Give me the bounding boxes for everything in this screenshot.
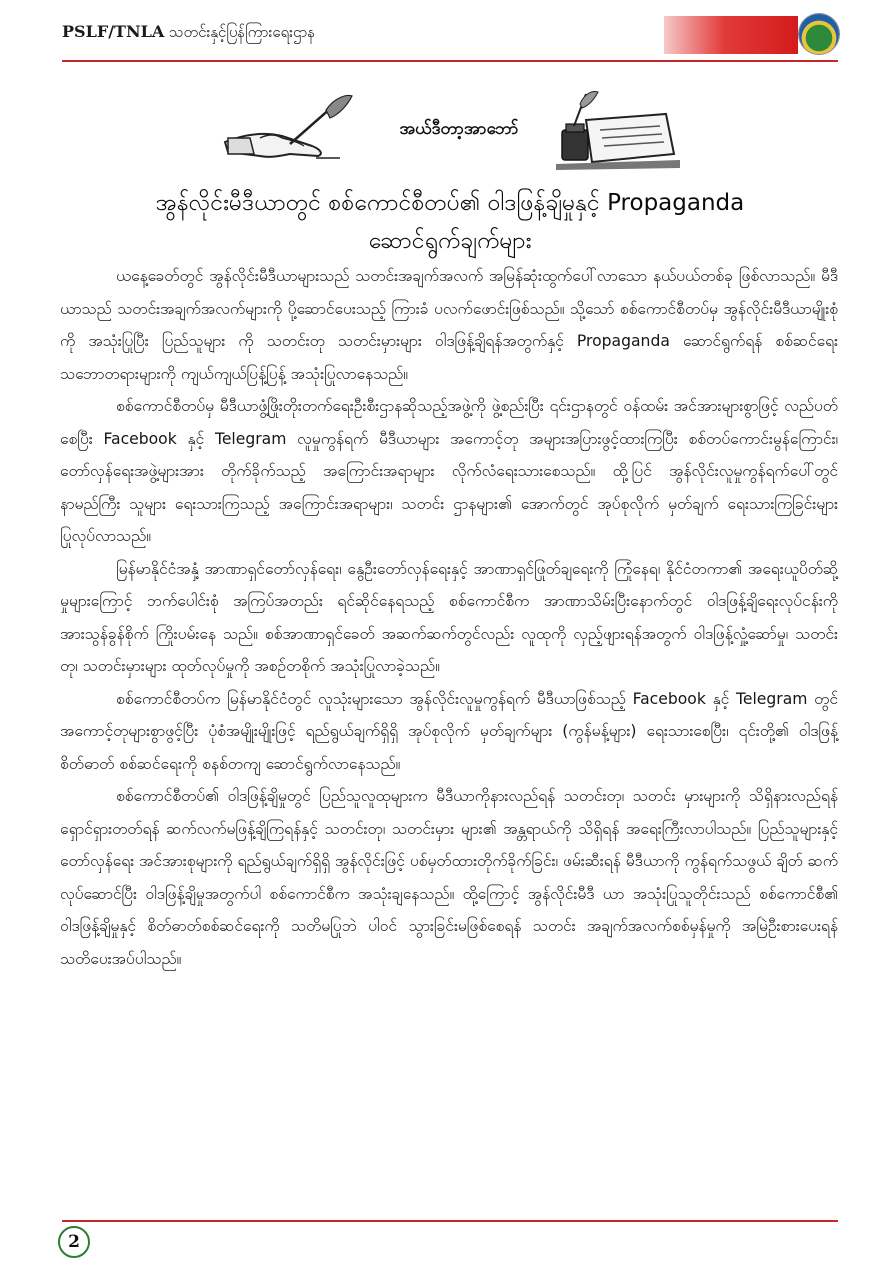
tnla-emblem-icon xyxy=(799,14,839,54)
editorial-banner xyxy=(212,90,682,170)
editorial-label: အယ်ဒီတာ့အာဘော် xyxy=(399,119,519,139)
paragraph-2: စစ်ကောင်စီတပ်မှ မီဒီယာဖွံ့ဖြိုးတိုးတက်ရေးဦးစီးဌာနဆိုသည့်အဖွဲ့ကို ဖွဲ့စည်းပြီး ၎င်းဌာနတွင် ဝန်ထမ်း အင်အားများစွာဖြင့် လည်ပတ်စေပြီး Facebook နှင့် Telegram လူမှုကွန်ရက် မီဒီယာများ အကောင့်တု အများအပြားဖွင့်ထားကြပြီး စစ်တပ်ကောင်းမွန်ကြောင်း၊ တော်လှန်ရေးအဖွဲ့များအား တိုက်ခိုက်သည့် အကြောင်းအရာများ လိုက်လံရေးသားစေသည်။ ထို့ပြင် အွန်လိုင်းလူမှုကွန်ရက်ပေါ်တွင် နာမည်ကြီး သူများ ရေးသားကြသည့် အကြောင်းအရာများ၊ သတင်း ဌာနများ၏ အောက်တွင် အုပ်စုလိုက် မှတ်ချက် ရေးသားကြခြင်းများ ပြုလုပ်လာသည်။ xyxy=(60,397,838,545)
article-body xyxy=(60,260,838,975)
paragraph-3: မြန်မာနိုင်ငံအနှံ့ အာဏာရှင်တော်လှန်ရေး၊ နွေဦးတော်လှန်ရေးနှင့် အာဏာရှင်ဖြုတ်ချရေးကို ကြုံနေရ၊ နိုင်ငံတကာ၏ အရေးယူပိတ်ဆို့မှုများကြောင့် ဘက်ပေါင်းစုံ အကြပ်အတည်း ရင်ဆိုင်နေရသည့် စစ်ကောင်စီက အာဏာသိမ်းပြီးနောက်တွင် ဝါဒဖြန့်ချိရေးလုပ်ငန်းကို အားသွန်ခွန်စိုက် ကြိုးပမ်းနေ သည်။ စစ်အာဏာရှင်ခေတ် အဆက်ဆက်တွင်လည်း လူထုကို လှည့်ဖျားရန်အတွက် ဝါဒဖြန့်လှုံ့ဆော်မှု၊ သတင်းတု၊ သတင်းမှားများ ထုတ်လုပ်မှုကို အစဉ်တစိုက် အသုံးပြုလာခဲ့သည်။ xyxy=(60,559,838,675)
page-header xyxy=(0,0,896,62)
header-org: PSLF/TNLA xyxy=(62,22,165,41)
paragraph-5: စစ်ကောင်စီတပ်၏ ဝါဒဖြန့်ချိမှုတွင် ပြည်သူလူထုများက မီဒီယာကိုနားလည်ရန် သတင်းတု၊ သတင်း မှားများကို သိရှိနားလည်ရန် ရှောင်ရှားတတ်ရန် ဆက်လက်မဖြန့်ချိကြရန်နှင့် သတင်းတု၊ သတင်းမှား များ၏ အန္တရာယ်ကို သိရှိရန် အရေးကြီးလာပါသည်။ ပြည်သူများနှင့် တော်လှန်ရေး အင်အားစုများကို ရည်ရွယ်ချက်ရှိရှိ အွန်လိုင်းဖြင့် ပစ်မှတ်ထားတိုက်ခိုက်ခြင်း၊ ဖမ်းဆီးရန် မီဒီယာကို ကွန်ရက်သဖွယ် ချိတ် ဆက်လုပ်ဆောင်ပြီး ဝါဒဖြန့်ချိမှုအတွက်ပါ စစ်ကောင်စီက အသုံးချနေသည်။ ထို့ကြောင့် အွန်လိုင်းမီဒီ ယာ အသုံးပြုသူတိုင်းသည် စစ်ကောင်စီ၏ ဝါဒဖြန့်ချိမှုနှင့် စိတ်ဓာတ်စစ်ဆင်ရေးကို သတိမပြုဘဲ ပါဝင် သွားခြင်းမဖြစ်စေရန် သတင်း အချက်အလက်စစ်မှန်မှုကို အမြဲဦးစားပေးရန် သတိပေးအပ်ပါသည်။ xyxy=(60,787,838,968)
quill-hand-icon xyxy=(220,94,360,164)
article-title xyxy=(60,184,840,260)
ink-pot-and-paper-icon xyxy=(556,90,682,170)
footer-divider xyxy=(62,1220,838,1222)
header-title xyxy=(62,22,315,45)
header-red-band xyxy=(664,16,798,54)
page-number: 2 xyxy=(58,1226,90,1258)
title-line-1: အွန်လိုင်းမီဒီယာတွင် စစ်ကောင်စီတပ်၏ ဝါဒဖြန့်ချိမှုနှင့် Propaganda xyxy=(155,190,745,216)
header-divider xyxy=(62,60,838,62)
paragraph-4: စစ်ကောင်စီတပ်က မြန်မာနိုင်ငံတွင် လူသုံးများသော အွန်လိုင်းလူမှုကွန်ရက် မီဒီယာဖြစ်သည့် Facebook နှင့် Telegram တွင် အကောင့်တုများစွာဖွင့်ပြီး ပုံစံအမျိုးမျိုးဖြင့် ရည်ရွယ်ချက်ရှိရှိ အုပ်စုလိုက် မှတ်ချက်များ (ကွန်မန့်များ) ရေးသားစေပြီး၊ ၎င်းတို့၏ ဝါဒဖြန့်စိတ်ဓာတ် စစ်ဆင်ရေးကို စနစ်တကျ ဆောင်ရွက်လာနေသည်။ xyxy=(60,689,838,773)
paragraph-1: ယနေ့ခေတ်တွင် အွန်လိုင်းမီဒီယာများသည် သတင်းအချက်အလက် အမြန်ဆုံးထွက်ပေါ်လာသော နယ်ပယ်တစ်ခု ဖြစ်လာသည်။ မီဒီယာသည် သတင်းအချက်အလက်များကို ပို့ဆောင်ပေးသည့် ကြားခံ ပလက်ဖောင်းဖြစ်သည်။ သို့သော် စစ်ကောင်စီတပ်မှ အွန်လိုင်းမီဒီယာမျိုးစုံကို အသုံးပြုပြီး ပြည်သူများ ကို သတင်းတု သတင်းမှားများ ဝါဒဖြန့်ချိရန်အတွက်နှင့် Propaganda ဆောင်ရွက်ရန် စစ်ဆင်ရေး သဘောတရားများကို ကျယ်ကျယ်ပြန့်ပြန့် အသုံးပြုလာနေသည်။ xyxy=(60,267,838,383)
title-line-2: ဆောင်ရွက်ချက်များ xyxy=(368,228,532,254)
header-subtitle: သတင်းနှင့်ပြန်ကြားရေးဌာန xyxy=(169,23,316,41)
